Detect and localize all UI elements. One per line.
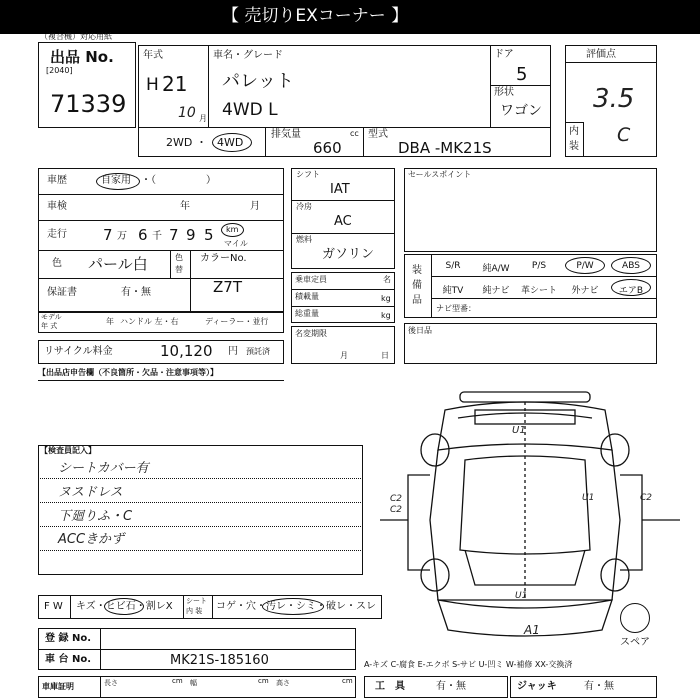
lot-number: 71339: [50, 90, 127, 118]
jack-value: 有・無: [584, 681, 614, 692]
drive-opt2: 4WD: [217, 136, 244, 149]
recycle-label: リサイクル料金: [44, 346, 113, 357]
registration-label: 登 録 No.: [45, 633, 92, 644]
post-note-box: [404, 323, 657, 364]
color-change-1: 色: [175, 253, 183, 262]
equipment-label-1: 装: [412, 265, 422, 276]
tools-label: 工 具: [375, 681, 405, 692]
mileage-km: km: [226, 225, 239, 234]
inspector-label: 【検査員記入】: [40, 446, 96, 455]
mark-left-2: C2: [390, 505, 403, 515]
model-change-b: 年 式: [41, 322, 58, 330]
color-label: 色: [52, 258, 62, 269]
fuel-value: ガソリン: [322, 247, 375, 262]
history-label: 車歴: [47, 175, 67, 186]
interior-value: C: [617, 124, 631, 146]
cert-box: [38, 676, 356, 698]
type-value: DBA -MK21S: [398, 139, 492, 157]
name-change-label: 名変期限: [295, 329, 327, 338]
lot-sub: [2040]: [46, 66, 73, 75]
warranty-label: 保証書: [47, 287, 77, 298]
equip-airbag: エアB: [618, 286, 644, 296]
defect-seat-items: コゲ・穴・汚レ・シミ・破レ・スレ: [216, 601, 376, 612]
mileage-u2: 千: [152, 231, 162, 242]
history-rest: ・（ ）: [141, 175, 216, 186]
mark-bottom: A1: [524, 623, 540, 637]
spare-icon: [620, 603, 650, 633]
cert-label: 車庫証明: [42, 682, 74, 691]
ac-value: AC: [334, 214, 352, 229]
mileage-d5: 5: [204, 226, 214, 244]
capacity-label: 乗車定員: [295, 275, 327, 284]
mark-right-1: U1: [582, 493, 595, 503]
shift-value: IAT: [330, 182, 350, 197]
sales-point-box: [404, 168, 657, 252]
equip-pw: P/W: [576, 261, 594, 271]
warranty-value: 有・無: [121, 287, 151, 298]
equip-aw: 純A/W: [482, 264, 510, 274]
equip-abs: ABS: [622, 261, 640, 271]
model-change-dealer: ディーラー・並行: [205, 317, 269, 326]
cert-e: 高さ: [276, 679, 290, 687]
car-name: パレット: [222, 71, 294, 92]
mileage-d2: 6: [138, 226, 148, 244]
model-change-a: モデル: [41, 313, 62, 321]
door-label: ドア: [494, 49, 514, 60]
displacement-value: 660: [313, 139, 342, 157]
inspector-note-4: ACCきかず: [58, 532, 125, 547]
header-title: 【 売切りEXコーナー 】: [222, 6, 409, 26]
capacity-unit: 名: [383, 275, 391, 284]
defect-seat-b: 内 装: [186, 607, 203, 615]
legend-text: A-キズ C-腐食 E-エクボ S-サビ U-凹ミ W-補修 XX-交換済: [364, 660, 573, 669]
cert-d: cm: [258, 677, 269, 685]
interior-label-2: 装: [569, 141, 579, 152]
car-label: 車名・グレード: [213, 50, 283, 61]
equip-ps: P/S: [531, 261, 547, 271]
chassis-label: 車 台 No.: [45, 654, 92, 665]
cert-c: 幅: [190, 679, 197, 687]
equip-sr: S/R: [445, 261, 461, 271]
tools-value: 有・無: [436, 681, 466, 692]
mark-top: U1: [512, 425, 526, 436]
sales-point-label: セールスポイント: [408, 170, 472, 179]
inspection-label: 車検: [47, 201, 67, 212]
drive-opt1: 2WD: [166, 136, 193, 149]
fuel-label: 燃料: [296, 235, 312, 244]
equip-navi-model: ナビ型番：: [436, 304, 476, 313]
color-no-value: Z7T: [213, 278, 242, 296]
equip-ext-navi: 外ナビ: [571, 286, 599, 296]
model-change-handle: ハンドル 左・右: [120, 317, 179, 326]
cert-a: 長さ: [104, 679, 118, 687]
score-value: 3.5: [593, 84, 635, 114]
post-note-label: 後日品: [408, 326, 432, 335]
color-no-label: カラーNo.: [200, 253, 247, 264]
inspector-note-3: 下廻りふ・C: [58, 509, 133, 524]
history-value: 自家用: [101, 175, 131, 186]
car-grade: 4WD L: [222, 100, 278, 120]
defect-items: キズ・ヒビ石・割レX: [76, 601, 173, 612]
equip-tv: 純TV: [442, 286, 464, 296]
mileage-d4: 9: [186, 226, 196, 244]
displacement-label: 排気量: [271, 129, 301, 140]
type-label: 型式: [368, 129, 388, 140]
gross-label: 総重量: [295, 309, 319, 318]
mileage-mile: マイル: [224, 239, 248, 248]
shape-label: 形状: [494, 87, 514, 98]
defect-seat-a: シート: [186, 597, 207, 605]
cert-f: cm: [342, 677, 353, 685]
mark-rear-right: U1: [515, 591, 528, 601]
model-year-month-unit: 月: [199, 114, 207, 123]
mileage-d1: 7: [103, 226, 113, 244]
mark-right-2: C2: [640, 493, 653, 503]
lot-label: 出品 No.: [50, 48, 114, 66]
ac-label: 冷房: [296, 202, 312, 211]
defect-fw: F W: [44, 601, 63, 612]
model-year-value: 21: [162, 72, 188, 96]
shift-label: シフト: [296, 170, 320, 179]
recycle-value: 10,120: [160, 342, 213, 360]
top-note: （複合機）対応用紙: [40, 32, 112, 41]
equipment-label-2: 備: [412, 280, 422, 291]
gross-unit: kg: [381, 311, 391, 320]
defect-circle: [104, 598, 144, 615]
mark-left-1: C2: [390, 494, 403, 504]
drive-dot: ・: [196, 136, 207, 149]
defect-seat-circle: [262, 598, 324, 615]
interior-label-1: 内: [569, 126, 579, 137]
equip-navi: 純ナビ: [482, 286, 510, 296]
displacement-unit: cc: [350, 129, 359, 138]
color-value: パール白: [88, 255, 148, 273]
cert-b: cm: [172, 677, 183, 685]
equipment-label-3: 品: [412, 295, 422, 306]
name-change-day: 日: [381, 351, 389, 360]
door-value: 5: [516, 64, 528, 85]
jack-label: ジャッキ: [517, 681, 557, 692]
equip-leather: 革シート: [520, 286, 557, 296]
load-unit: kg: [381, 294, 391, 303]
recycle-deposit: 預託済: [246, 347, 270, 356]
shape-value: ワゴン: [500, 103, 542, 119]
color-change-2: 替: [175, 265, 183, 274]
model-year-era: H: [146, 75, 159, 95]
recycle-unit: 円: [228, 346, 238, 357]
score-label: 評価点: [586, 49, 616, 60]
model-year-label: 年式: [143, 50, 163, 61]
chassis-value: MK21S-185160: [170, 653, 269, 668]
inspection-month: 月: [250, 201, 260, 212]
mileage-label: 走行: [47, 229, 67, 240]
model-change-year: 年: [106, 317, 114, 326]
inspector-note-1: シートカバー有: [58, 461, 149, 476]
name-change-month: 月: [340, 351, 348, 360]
inspection-year: 年: [180, 201, 190, 212]
spare-label: スペア: [620, 637, 650, 648]
load-label: 積載量: [295, 292, 319, 301]
seller-note-label: 【出品店申告欄（不良箇所・欠品・注意事項等）】: [38, 368, 218, 377]
inspector-note-2: ヌスドレス: [58, 485, 123, 500]
mileage-u1: 万: [117, 231, 127, 242]
model-year-month: 10: [178, 105, 196, 121]
mileage-d3: 7: [169, 226, 179, 244]
